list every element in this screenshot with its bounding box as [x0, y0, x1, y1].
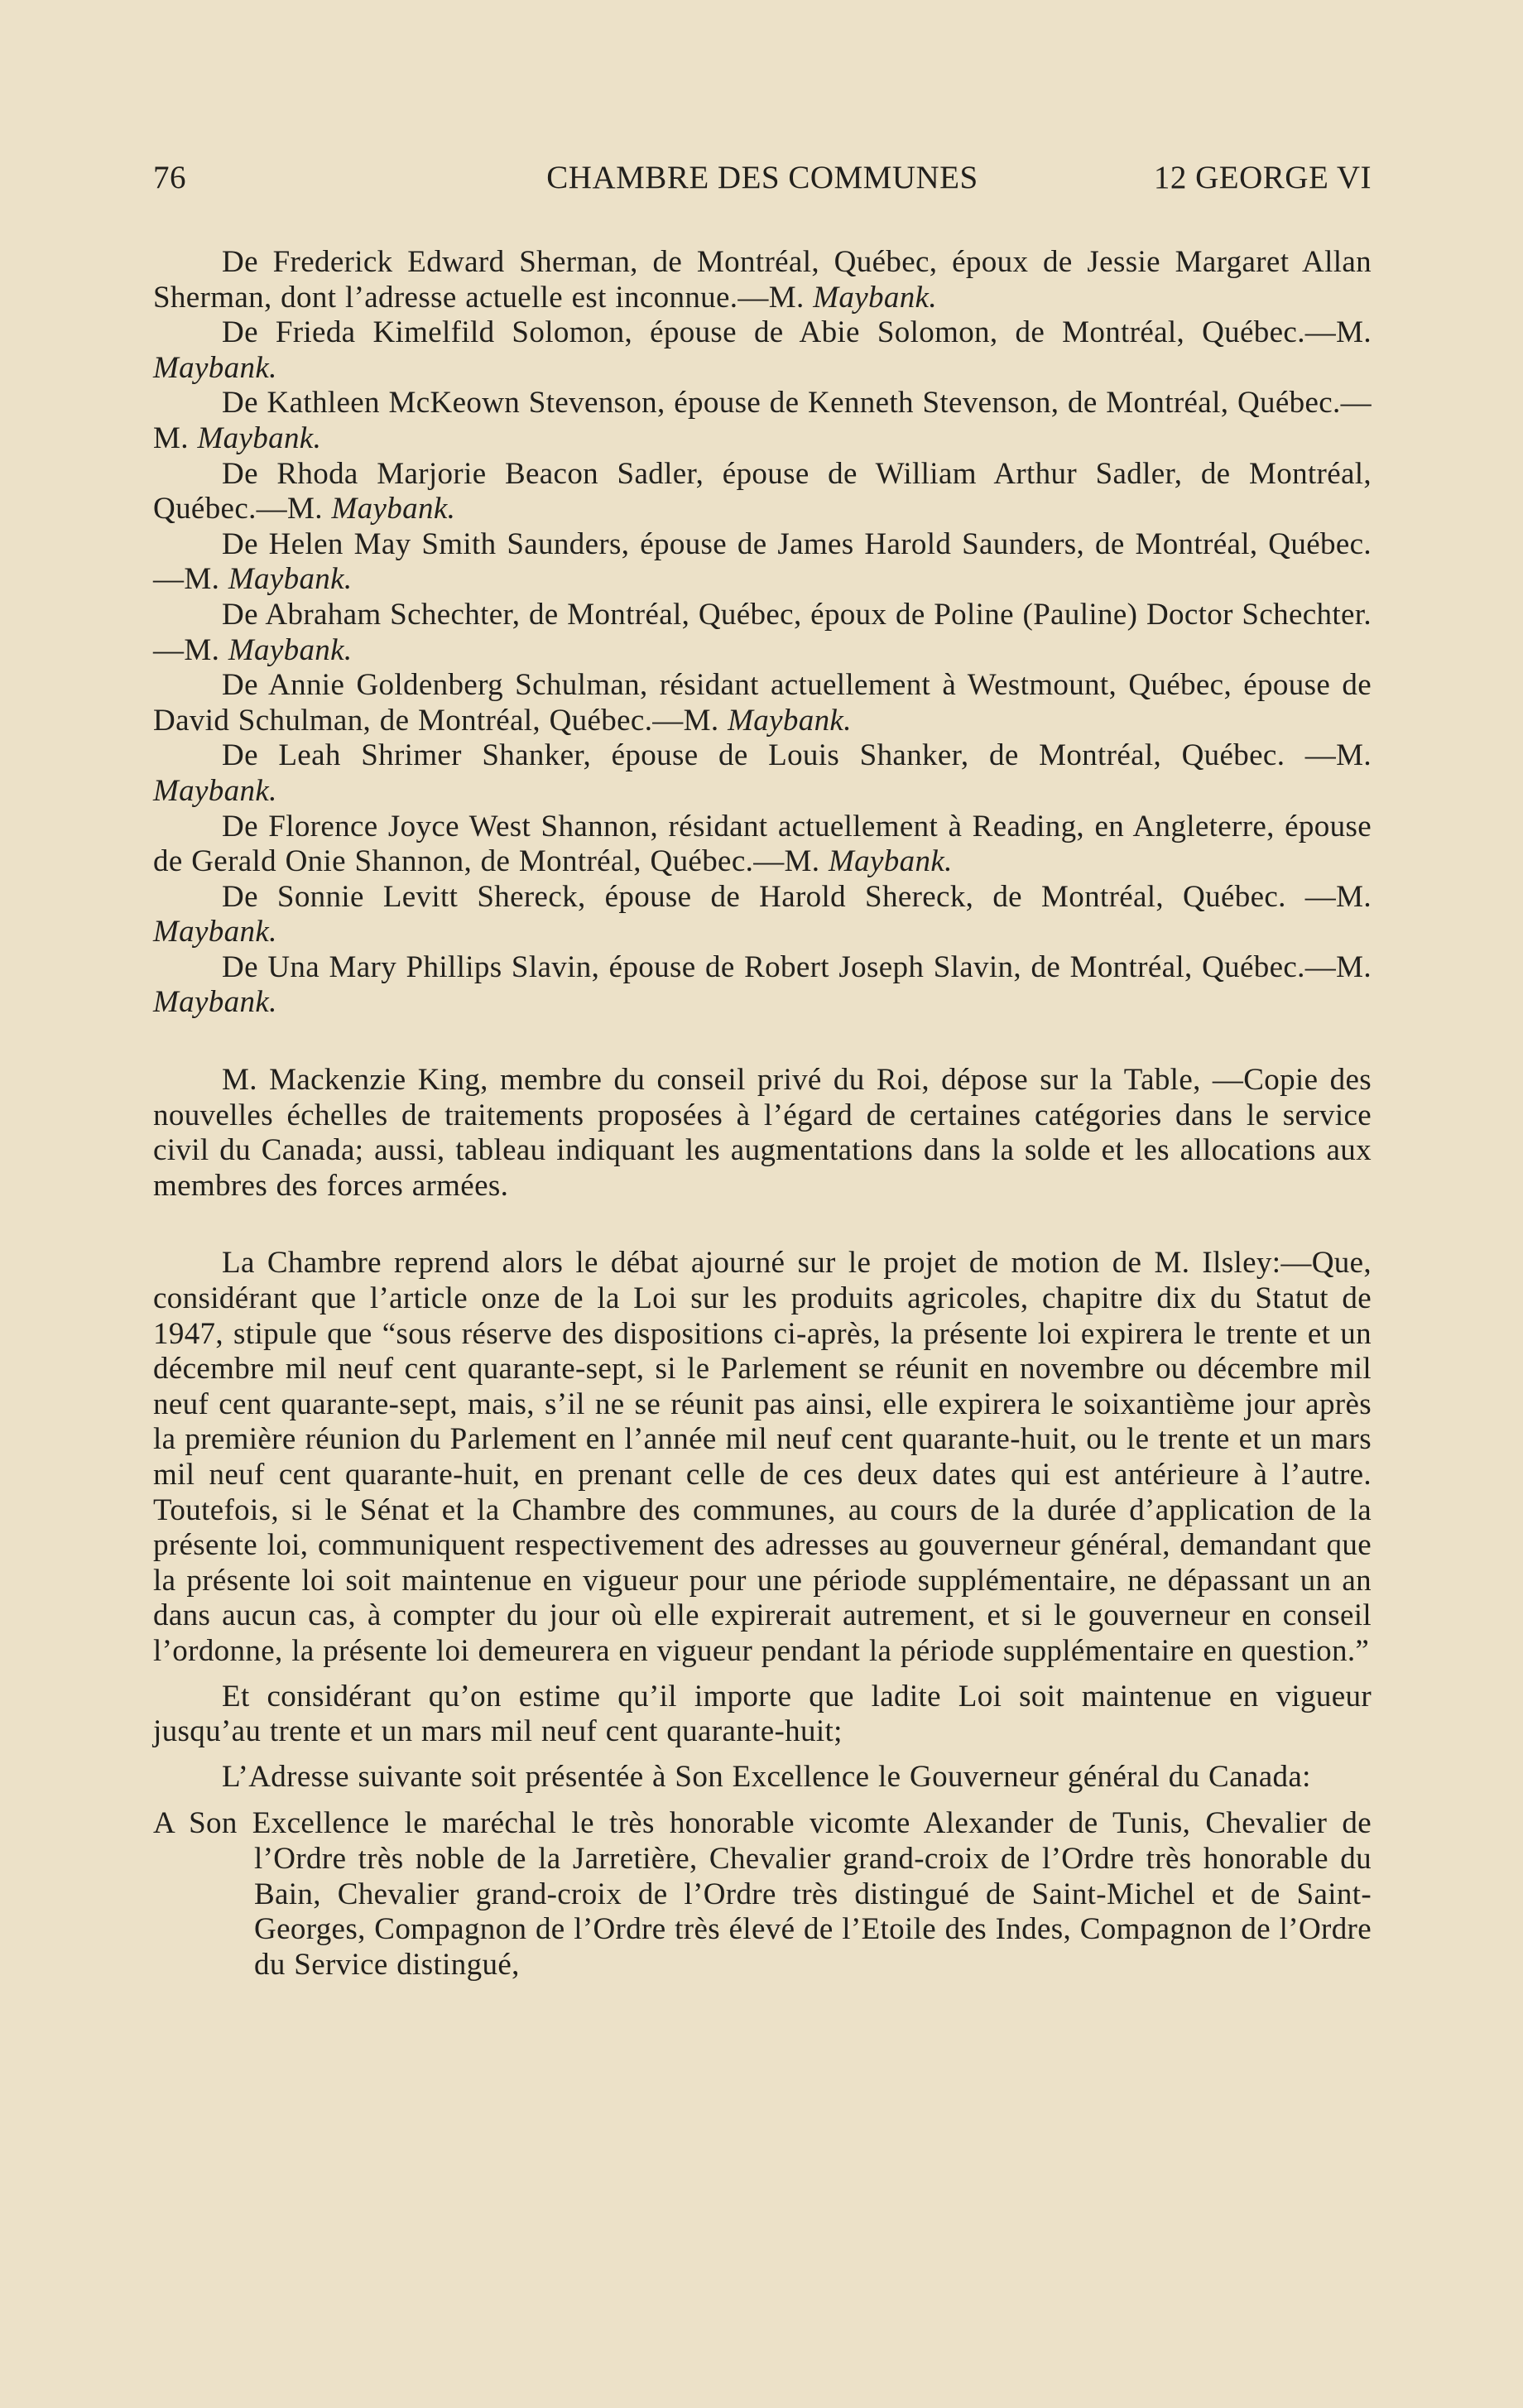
journal-title: CHAMBRE DES COMMUNES [546, 160, 978, 195]
mover-name: Maybank. [228, 632, 353, 667]
mover-name: Maybank. [153, 350, 277, 385]
mover-name: Maybank. [153, 985, 277, 1020]
mover-name: Maybank. [829, 844, 953, 879]
debate-paragraph: La Chambre reprend alors le débat ajourné sur le projet de motion de M. Ilsley:—Que, considérant que l’article onze de la Loi sur les produits agricoles, chapitre dix du Statut de 1947, stipule que “sous réserve des dispositions ci-après, la présente loi expirera le trente et un décembre mil neuf cent quarante-sept, si le Parlement se réunit en novembre ou décembre mil neuf cent quarante-sept, mais, s’il ne se réunit pas ainsi, elle expirera le soixantième jour après la première réunion du Parlement en l’année mil neuf cent quarante-huit, ou le trente et un mars mil neuf cent quarante-huit, en prenant celle de ces deux dates qui est antérieure à l’autre. Toutefois, si le Sénat et la Chambre des communes, au cours de la durée d’application de la présente loi, communiquent respectivement des adresses au gouverneur général, demandant que la présente loi soit maintenue en vigueur pour une période supplémentaire, ne dépassant un an dans aucun cas, à compter du jour où elle expirerait autrement, et si le gouverneur en conseil l’ordonne, la présente loi demeurera en vigueur pendant la période supplémentaire en question.” [153, 1246, 1372, 1668]
petition-paragraph: De Kathleen McKeown Stevenson, épouse de Kenneth Stevenson, de Montréal, Québec.—M. Maybank. [153, 386, 1372, 455]
petition-paragraph: De Abraham Schechter, de Montréal, Québec, époux de Poline (Pauline) Doctor Schechter.—M. Maybank. [153, 597, 1372, 667]
petition-paragraph: De Florence Joyce West Shannon, résidant actuellement à Reading, en Angleterre, épouse de Gerald Onie Shannon, de Montréal, Québec.—M. Maybank. [153, 809, 1372, 879]
petition-paragraph: De Frederick Edward Sherman, de Montréal, Québec, époux de Jessie Margaret Allan Sherman, dont l’adresse actuelle est inconnue.—M. Maybank. [153, 245, 1372, 315]
tabled-paper-paragraph: M. Mackenzie King, membre du conseil privé du Roi, dépose sur la Table, —Copie des nouvelles échelles de traitements proposées à l’égard de certaines catégories dans le service civil du Canada; aussi, tableau indiquant les augmentations dans la solde et les allocations aux membres des forces armées. [153, 1063, 1372, 1203]
running-head [153, 157, 1372, 199]
petition-paragraph: De Annie Goldenberg Schulman, résidant actuellement à Westmount, Québec, épouse de David Schulman, de Montréal, Québec.—M. Maybank. [153, 668, 1372, 738]
petition-paragraph: De Rhoda Marjorie Beacon Sadler, épouse de William Arthur Sadler, de Montréal, Québec.—M. Maybank. [153, 456, 1372, 526]
address-salutation: A Son Excellence le maréchal le très honorable vicomte Alexander de Tunis, Chevalier de l’Ordre très noble de la Jarretière, Chevalier grand-croix de l’Ordre très honorable du Bain, Chevalier grand-croix de l’Ordre très distingué de Saint-Michel et de Saint-Georges, Compagnon de l’Ordre très élevé de l’Etoile des Indes, Compagnon de l’Ordre du Service distingué, [153, 1806, 1372, 1982]
petition-paragraph: De Leah Shrimer Shanker, épouse de Louis Shanker, de Montréal, Québec. —M. Maybank. [153, 738, 1372, 808]
regnal-year: 12 GEORGE VI [1153, 160, 1372, 195]
mover-name: Maybank. [197, 421, 322, 455]
debate-paragraph: Et considérant qu’on estime qu’il importe que ladite Loi soit maintenue en vigueur jusqu’au trente et un mars mil neuf cent quarante-huit; [153, 1679, 1372, 1749]
mover-name: Maybank. [728, 703, 852, 738]
mover-name: Maybank. [331, 492, 456, 526]
petition-paragraph: De Helen May Smith Saunders, épouse de James Harold Saunders, de Montréal, Québec.—M. Maybank. [153, 526, 1372, 597]
mover-name: Maybank. [153, 773, 277, 808]
body-text [153, 245, 1372, 1983]
petition-paragraph: De Sonnie Levitt Shereck, épouse de Harold Shereck, de Montréal, Québec. —M. Maybank. [153, 879, 1372, 949]
mover-name: Maybank. [153, 915, 277, 949]
petition-paragraph: De Frieda Kimelfild Solomon, épouse de Abie Solomon, de Montréal, Québec.—M. Maybank. [153, 315, 1372, 385]
mover-name: Maybank. [813, 280, 937, 315]
mover-name: Maybank. [228, 562, 353, 597]
debate-paragraph: L’Adresse suivante soit présentée à Son Excellence le Gouverneur général du Canada: [222, 1759, 1311, 1794]
page-number: 76 [153, 160, 186, 195]
petition-paragraph: De Una Mary Phillips Slavin, épouse de Robert Joseph Slavin, de Montréal, Québec.—M. Maybank. [153, 949, 1372, 1020]
